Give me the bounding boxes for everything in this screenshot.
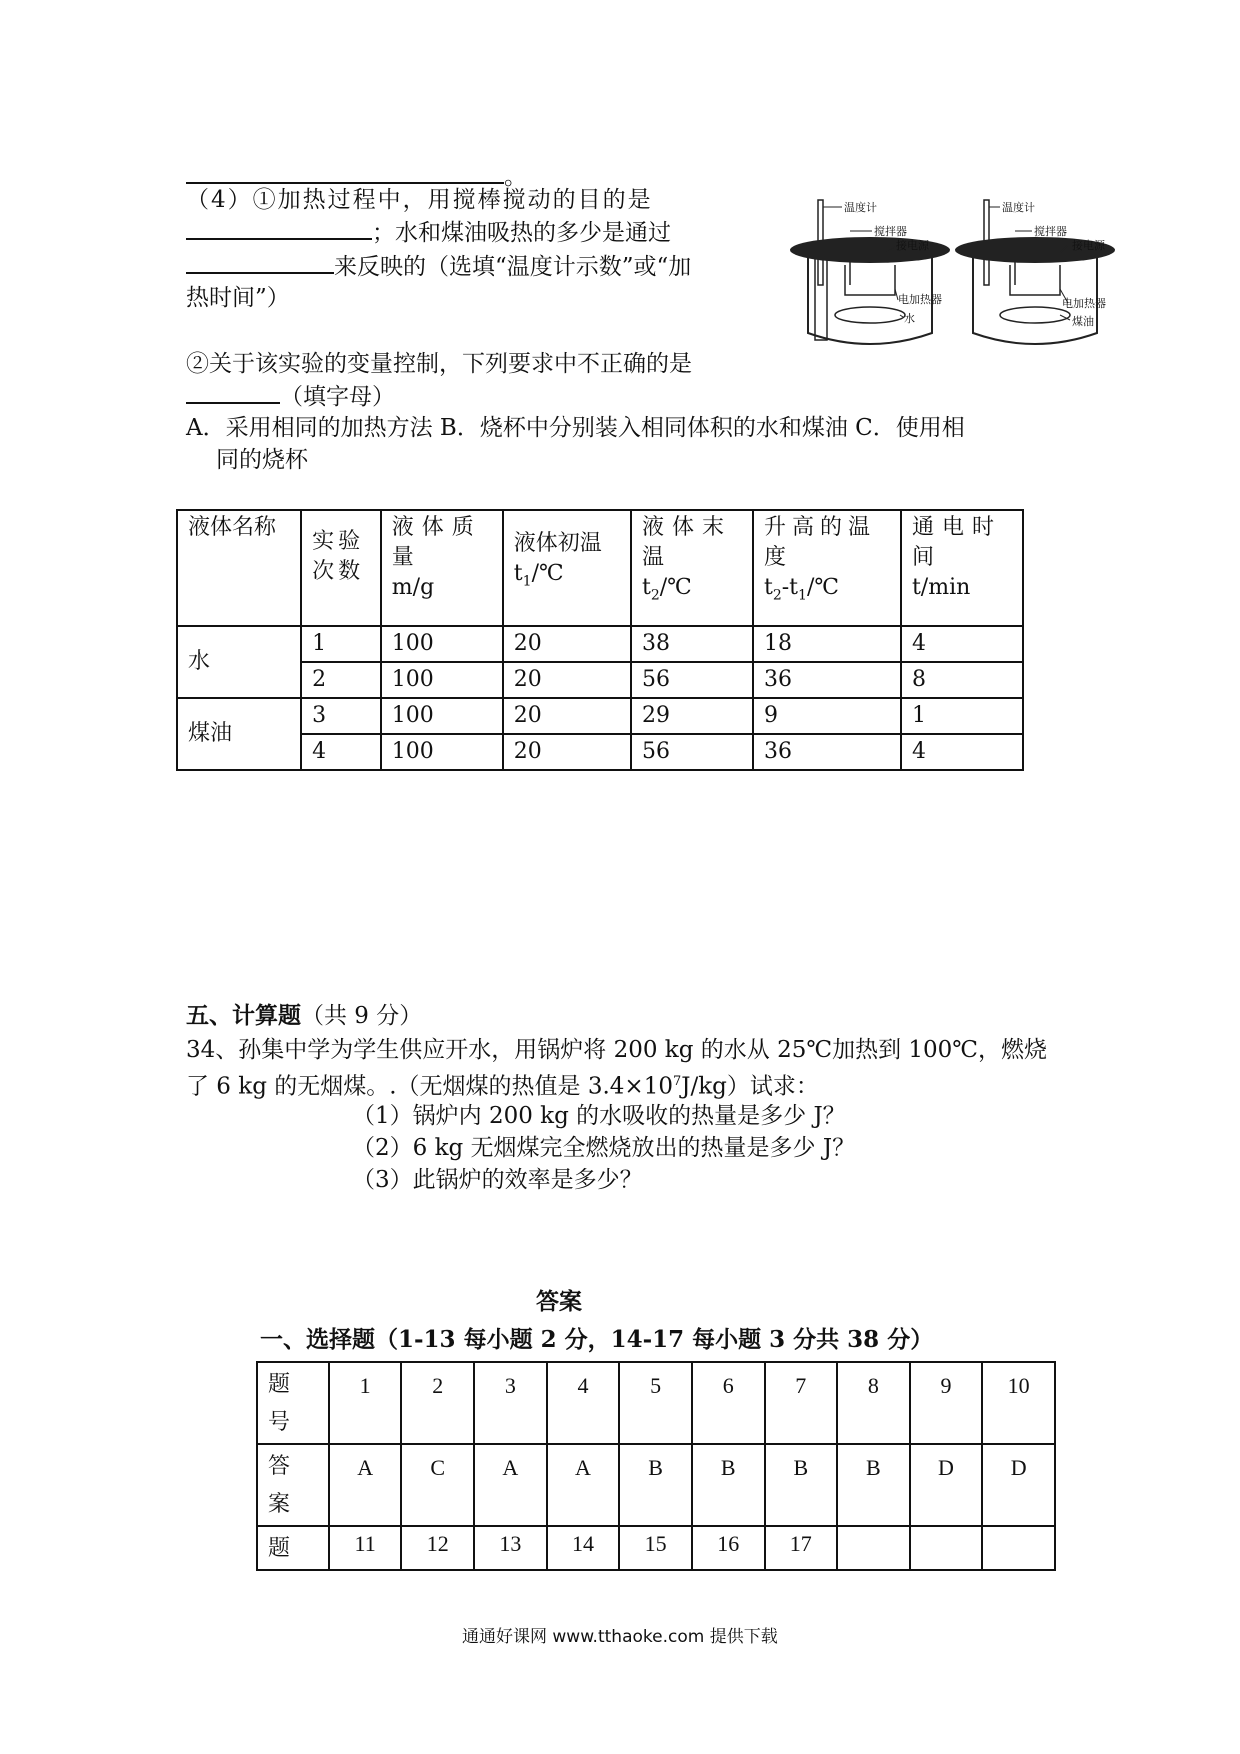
answer-blank — [186, 216, 372, 240]
answer-blank — [186, 250, 334, 274]
table-header-row — [177, 510, 1023, 626]
q4-line4: 热时间”） — [186, 285, 290, 311]
answer-cell: B — [765, 1444, 838, 1526]
fig-label-heater-right: 电加热器 — [1062, 297, 1106, 310]
header-mass: 液体质量 m/g — [381, 510, 503, 626]
cell: 56 — [631, 734, 753, 770]
question-number: 8 — [837, 1362, 910, 1444]
question-number: 6 — [692, 1362, 765, 1444]
answers-row-numbers — [257, 1362, 1055, 1444]
apparatus-figure — [790, 195, 1130, 355]
question-number — [837, 1526, 910, 1570]
fig-label-power-right: 接电源 — [1072, 239, 1105, 252]
cell: 20 — [503, 698, 631, 734]
header-t2: 液体末温 $t_2/℃$ — [631, 510, 753, 626]
fig-label-water: 水 — [904, 312, 915, 325]
question-number: 17 — [765, 1526, 838, 1570]
table-row — [177, 662, 1023, 698]
cell: 4 — [901, 626, 1023, 662]
question-number: 13 — [474, 1526, 547, 1570]
cell: 20 — [503, 662, 631, 698]
answers-row-answers — [257, 1444, 1055, 1526]
q4-sub2-line2: （填字母） — [186, 380, 395, 413]
cell: 29 — [631, 698, 753, 734]
top-answer-line: 。 — [186, 160, 527, 193]
section5-heading: 五、计算题（共 9 分） — [186, 1002, 423, 1029]
header-rise: 升高的温度 $t_2-t_1/℃$ — [753, 510, 901, 626]
group-name-kerosene: 煤油 — [177, 698, 301, 770]
question-number: 1 — [329, 1362, 402, 1444]
q4-line3: 来反映的（选填“温度计示数”或“加 — [186, 250, 691, 283]
cell: 3 — [301, 698, 381, 734]
cell: 100 — [381, 698, 503, 734]
answers-section1-heading: 一、选择题（1-13 每小题 2 分，14-17 每小题 3 分共 38 分） — [260, 1326, 934, 1353]
cell: 20 — [503, 626, 631, 662]
header-time: 通电时间 t/min — [901, 510, 1023, 626]
row-label: 题号 — [257, 1362, 329, 1444]
question-number: 10 — [982, 1362, 1055, 1444]
row-label: 题 — [257, 1526, 329, 1570]
q34-item-1: （1）锅炉内 200 kg 的水吸收的热量是多少 J？ — [352, 1103, 846, 1129]
cell: 2 — [301, 662, 381, 698]
fig-label-thermometer-right: 温度计 — [1002, 201, 1035, 214]
answers-title: 答案 — [536, 1288, 582, 1315]
group-name-water: 水 — [177, 626, 301, 698]
question-number: 14 — [547, 1526, 620, 1570]
question-number: 15 — [619, 1526, 692, 1570]
question-number — [910, 1526, 983, 1570]
answer-cell: D — [910, 1444, 983, 1526]
footer-credit: 通通好课网 www.tthaoke.com 提供下载 — [462, 1627, 778, 1647]
fig-label-kerosene: 煤油 — [1072, 315, 1094, 328]
question-number: 7 — [765, 1362, 838, 1444]
answer-cell: A — [329, 1444, 402, 1526]
q4-line1: （4）①加热过程中，用搅棒搅动的目的是 — [186, 187, 653, 213]
fig-label-stirrer-right: 搅拌器 — [1034, 225, 1067, 238]
q4-line2: ；水和煤油吸热的多少是通过 — [186, 216, 671, 249]
cell: 56 — [631, 662, 753, 698]
cell: 1 — [901, 698, 1023, 734]
fig-label-stirrer-left: 搅拌器 — [874, 225, 907, 238]
cell: 4 — [301, 734, 381, 770]
q34-item-3: （3）此锅炉的效率是多少？ — [352, 1167, 643, 1193]
answer-cell: B — [837, 1444, 910, 1526]
table-row — [177, 734, 1023, 770]
table-row — [177, 626, 1023, 662]
answer-cell: A — [547, 1444, 620, 1526]
answer-blank — [186, 380, 280, 404]
answer-cell: C — [401, 1444, 474, 1526]
q34-line1: 34、孙集中学为学生供应开水，用锅炉将 200 kg 的水从 25℃加热到 100℃，燃烧 — [186, 1037, 1048, 1063]
options-line2: 同的烧杯 — [216, 447, 308, 473]
question-number: 12 — [401, 1526, 474, 1570]
header-name: 液体名称 — [177, 510, 301, 626]
question-number: 16 — [692, 1526, 765, 1570]
cell: 20 — [503, 734, 631, 770]
question-number: 5 — [619, 1362, 692, 1444]
cell: 4 — [901, 734, 1023, 770]
cell: 100 — [381, 734, 503, 770]
q34-line2: 了 6 kg 的无烟煤。.（无烟煤的热值是 $3.4\times 10^7J/kg$）试求： — [186, 1073, 819, 1100]
answer-cell: B — [619, 1444, 692, 1526]
beaker-left — [790, 200, 950, 344]
question-number: 3 — [474, 1362, 547, 1444]
table-row — [177, 698, 1023, 734]
cell: 36 — [753, 662, 901, 698]
fig-label-heater-left: 电加热器 — [898, 293, 942, 306]
cell: 100 — [381, 662, 503, 698]
answers-row-numbers-2 — [257, 1526, 1055, 1570]
question-number: 2 — [401, 1362, 474, 1444]
cell: 38 — [631, 626, 753, 662]
row-label: 答案 — [257, 1444, 329, 1526]
question-number: 11 — [329, 1526, 402, 1570]
cell: 36 — [753, 734, 901, 770]
cell: 1 — [301, 626, 381, 662]
q4-sub2-line1: ②关于该实验的变量控制，下列要求中不正确的是 — [186, 351, 692, 377]
header-t1: 液体初温 $t_1/℃$ — [503, 510, 631, 626]
answer-cell: A — [474, 1444, 547, 1526]
question-number — [982, 1526, 1055, 1570]
options-line1: A．采用相同的加热方法 B．烧杯中分别装入相同体积的水和煤油 C．使用相 — [186, 415, 965, 441]
cell: 100 — [381, 626, 503, 662]
answer-cell: B — [692, 1444, 765, 1526]
answers-table — [256, 1361, 1056, 1571]
question-number: 4 — [547, 1362, 620, 1444]
question-number: 9 — [910, 1362, 983, 1444]
answer-cell: D — [982, 1444, 1055, 1526]
experiment-table — [176, 509, 1024, 771]
header-trial: 实验次数 — [301, 510, 381, 626]
cell: 18 — [753, 626, 901, 662]
cell: 8 — [901, 662, 1023, 698]
fig-label-power-left: 接电源 — [896, 239, 929, 252]
cell: 9 — [753, 698, 901, 734]
q34-item-2: （2）6 kg 无烟煤完全燃烧放出的热量是多少 J？ — [352, 1135, 856, 1161]
fig-label-thermometer-left: 温度计 — [844, 201, 877, 214]
